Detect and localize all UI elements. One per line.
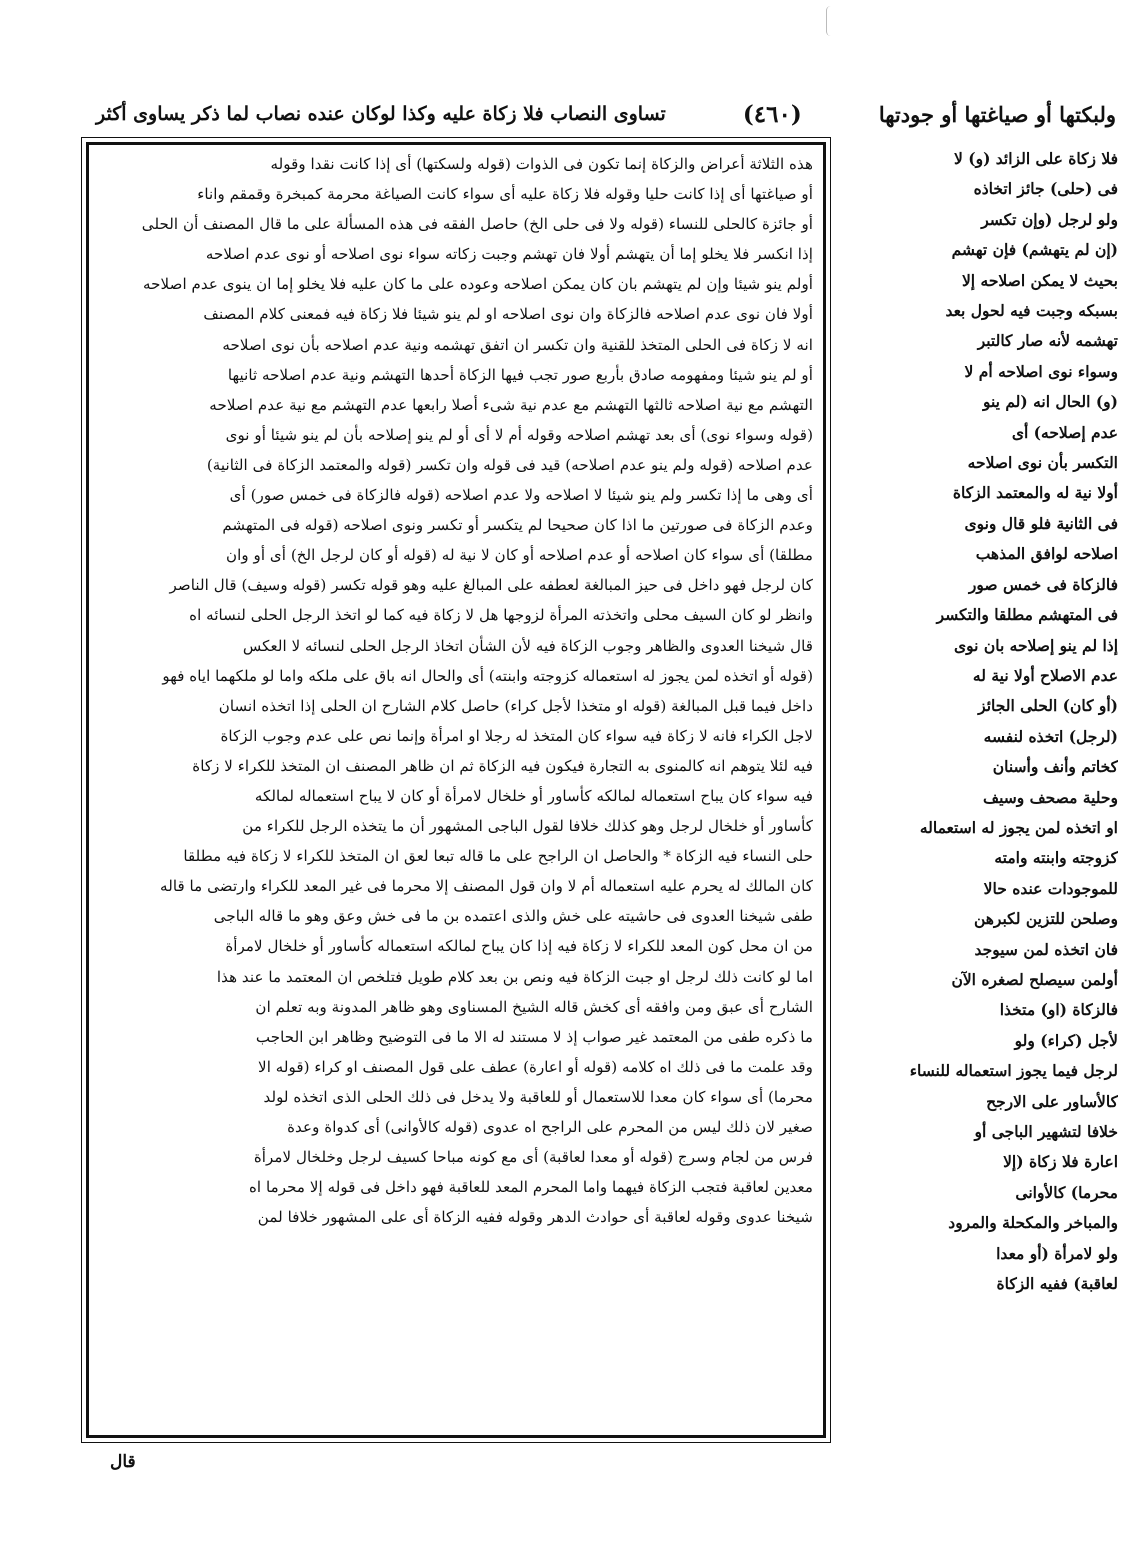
commentary-line: انه لا زكاة فى الحلى المتخذ للقنية وان تكسر ان اتفق تهشمه ونية عدم اصلاحه بأن نوى اصلاحه bbox=[222, 335, 813, 354]
main-text-line: فى (حلى) جائز اتخاذه bbox=[973, 179, 1118, 199]
main-text-column bbox=[900, 144, 1118, 1504]
page-number: (٤٦٠) bbox=[742, 100, 802, 128]
commentary-text bbox=[99, 149, 813, 1429]
commentary-line: صغير لان ذلك ليس من المحرم على الراجح اه عدوى (قوله كالأوانى) أى كدواة وعدة bbox=[287, 1118, 813, 1136]
main-text-line: (لرجل) اتخذه لنفسه bbox=[983, 726, 1118, 746]
main-text-line: بسبكه وجبت فيه لحول بعد bbox=[945, 301, 1118, 321]
commentary-line: الشارح أى عبق ومن وافقه أى كخش قاله الشيخ المسناوى وهو ظاهر المدونة وبه تعلم ان bbox=[255, 997, 813, 1016]
main-text-line: خلافا لتشهير الباجى أو bbox=[974, 1122, 1118, 1141]
commentary-line: إذا انكسر فلا يخلو إما أن يتهشم أولا فان تهشم وجبت زكاته سواء نوى اصلاحه أو نوى عدم اصلاحه bbox=[205, 245, 813, 264]
commentary-line: (قوله أو اتخذه لمن يجوز له استعماله كزوجته وابنته) أى والحال انه باق على ملكه واما لو ملكهما اياه فهو bbox=[162, 666, 813, 685]
catchword: قال bbox=[110, 1452, 136, 1472]
main-text-line: فالزكاة فى خمس صور bbox=[968, 574, 1118, 594]
commentary-line: لاجل الكراء فانه لا زكاة فيه سواء كان المتخذ له رجلا او امرأة وإنما نص على عدم وجوب الزكاة bbox=[220, 726, 813, 745]
commentary-line: ما ذكره طفى من المعتمد غير صواب إذ لا مستند له الا ما فى التوضيح وظاهر ابن الحاجب bbox=[255, 1027, 813, 1046]
commentary-line: مطلقا) أى سواء كان اصلاحه أو عدم اصلاحه أو كان لا نية له (قوله أو كان لرجل الخ) أى أو وان bbox=[225, 546, 813, 565]
main-text-line: (أو كان) الحلى الجائز bbox=[978, 696, 1118, 716]
main-text-line: أولمن سيصلح لصغره الآن bbox=[951, 969, 1118, 989]
commentary-line: وانظر لو كان السيف محلى واتخذته المرأة لزوجها هل لا زكاة فيه كما لو اتخذ الرجل الحلى لنسائه اه bbox=[189, 606, 813, 625]
main-text-line: كزوجته وابنته وامته bbox=[994, 848, 1118, 868]
main-text-line: بحيث لا يمكن اصلاحه إلا bbox=[961, 270, 1118, 290]
main-text-line: لعاقبة) ففيه الزكاة bbox=[996, 1274, 1118, 1294]
commentary-line: طفى شيخنا العدوى فى حاشيته على خش والذى اعتمده بن ما فى خش وعق وهو ما قاله الباجى bbox=[213, 907, 813, 926]
main-text-line: محرما) كالأوانى bbox=[1015, 1182, 1118, 1202]
commentary-line: كان لرجل فهو داخل فى حيز المبالغة لعطفه على المبالغ عليه وهو قوله تكسر (قوله وسيف) قال الناصر bbox=[169, 576, 813, 595]
main-text-line: ولو لرجل (وإن تكسر bbox=[981, 209, 1118, 229]
header-running-text-left: تساوى النصاب فلا زكاة عليه وكذا لوكان عنده نصاب لما ذكر يساوى أكثر bbox=[96, 103, 666, 125]
main-text-line: تهشمه لأنه صار كالتبر bbox=[977, 331, 1118, 351]
commentary-line: من ان محل كون المعد للكراء لا زكاة فيه إذا كان يباح لمالكه استعماله كأساور أو خلخال لامرأة bbox=[225, 937, 813, 956]
main-text-line: وصلحن للتزين لكبرهن bbox=[973, 909, 1118, 929]
main-text-line: كخاتم وأنف وأسنان bbox=[992, 757, 1118, 777]
main-text-line: فى المتهشم مطلقا والتكسر bbox=[936, 605, 1118, 625]
main-text-line: إذا لم ينو إصلاحه بان نوى bbox=[953, 635, 1118, 655]
main-text-line: فالزكاة (او) متخذا bbox=[999, 1000, 1118, 1020]
commentary-line: كأساور أو خلخال لرجل وهو كذلك خلافا لقول الباجى المشهور أن ما يتخذه الرجل للكراء من bbox=[242, 817, 813, 836]
commentary-line: هذه الثلاثة أعراض والزكاة إنما تكون فى الذوات (قوله ولسكتها) أى إذا كانت نقدا وقوله bbox=[270, 155, 813, 173]
main-text-line: لأجل (كراء) ولو bbox=[1014, 1030, 1118, 1050]
main-text-line: او اتخذه لمن يجوز له استعماله bbox=[919, 817, 1118, 837]
commentary-line: التهشم مع نية اصلاحه ثالثها التهشم مع عدم نية شىء أصلا رابعها عدم التهشم مع نية عدم اصلاحه bbox=[209, 395, 813, 414]
page-header bbox=[96, 92, 1116, 136]
commentary-line: وقد علمت ما فى ذلك اه كلامه (قوله أو اعارة) عطف على قول المصنف او كراء (قوله الا bbox=[258, 1057, 813, 1076]
main-text-line: اصلاحه لوافق المذهب bbox=[975, 544, 1118, 564]
main-text-line: اعارة فلا زكاة (إلا bbox=[1003, 1152, 1118, 1172]
commentary-line: أولا فان نوى عدم اصلاحه فالزكاة وان نوى اصلاحه او لم ينو شيئا فلا زكاة فيه فمعنى كلام المصنف bbox=[203, 305, 813, 324]
commentary-line: وعدم الزكاة فى صورتين ما اذا كان صحيحا لم يتكسر أو تكسر ونوى اصلاحه (قوله فى المتهشم bbox=[222, 516, 813, 535]
main-text-line: كالأساور على الارجح bbox=[986, 1091, 1118, 1111]
commentary-line: فرس من لجام وسرج (قوله أو معدا لعاقبة) أى مع كونه مباحا كسيف لرجل وخلخال لامرأة bbox=[253, 1148, 813, 1167]
main-text-line: التكسر بأن نوى اصلاحه bbox=[967, 453, 1118, 473]
commentary-line: أولم ينو شيئا وإن لم يتهشم بان كان يمكن اصلاحه وعوده على ما كان عليه فلا يخلو إما ان ينوى عدم اصلاحه bbox=[142, 275, 813, 294]
commentary-line: كان المالك له يحرم عليه استعماله أم لا وان قول المصنف إلا محرما فى غير المعد للكراء وارتضى ما قاله bbox=[160, 877, 813, 896]
margin-mark bbox=[826, 6, 835, 36]
commentary-line: قال شيخنا العدوى والظاهر وجوب الزكاة فيه لأن الشأن اتخاذ الرجل الحلى لنسائه لا العكس bbox=[242, 636, 813, 655]
commentary-line: أو لم ينو شيئا ومفهومه صادق بأربع صور تجب فيها الزكاة أحدها التهشم ونية عدم اصلاحه ثانيها bbox=[227, 365, 813, 384]
commentary-line: حلى النساء فيه الزكاة * والحاصل ان الراجح على ما قاله تبعا لعق ان المتخذ للكراء لا زكاة فيه مطلقا bbox=[183, 847, 813, 866]
main-text-line: (إن لم يتهشم) فإن تهشم bbox=[951, 240, 1118, 260]
commentary-line: (قوله وسواء نوى) أى بعد تهشم اصلاحه وقوله أم لا أى أو لم ينو إصلاحه بأن لم ينو شيئا أو نوى bbox=[225, 425, 813, 444]
main-text-line: عدم إصلاحه) أى bbox=[1011, 422, 1118, 442]
commentary-line: أى وهى ما إذا تكسر ولم ينو شيئا لا اصلاحه ولا عدم اصلاحه (قوله فالزكاة فى خمس صور) أى bbox=[229, 486, 813, 505]
main-text-line: عدم الاصلاح أولا نية له bbox=[972, 665, 1118, 685]
commentary-line: عدم اصلاحه (قوله ولم ينو عدم اصلاحه) قيد فى قوله وان تكسر (قوله والمعتمد الزكاة فى الثانية) bbox=[206, 455, 813, 474]
main-text-line: والمباخر والمكحلة والمرود bbox=[948, 1213, 1118, 1233]
main-text-line: فى الثانية فلو قال ونوى bbox=[964, 513, 1118, 533]
main-text-line: أولا نية له والمعتمد الزكاة bbox=[952, 483, 1118, 503]
commentary-line: محرما) أى سواء كان معدا للاستعمال أو للعاقبة ولا يدخل فى ذلك الحلى الذى اتخذه لولد bbox=[263, 1087, 813, 1106]
main-text-line: للموجودات عنده حالا bbox=[983, 878, 1118, 898]
commentary-line: أو جائزة كالحلى للنساء (قوله ولا فى حلى الخ) حاصل الفقه فى هذه المسألة على ما قال المصنف أن الحلى bbox=[141, 215, 813, 234]
commentary-line: أو صياغتها أى إذا كانت حليا وقوله فلا زكاة عليه أى سواء كانت الصياغة محرمة كمبخرة وقمقم واناء bbox=[197, 185, 813, 204]
main-text-line: ولو لامرأة (أو معدا bbox=[996, 1243, 1118, 1263]
main-text-line: فلا زكاة على الزائد (و) لا bbox=[954, 149, 1118, 168]
commentary-line: اما لو كانت ذلك لرجل او جبت الزكاة فيه ونص بن بعد كلام طويل فتلخص ان المعتمد ما عند هذا bbox=[216, 967, 813, 986]
main-text-line: (و) الحال انه (لم ينو bbox=[982, 392, 1118, 412]
commentary-line: شيخنا عدوى وقوله لعاقبة أى حوادث الدهر وقوله ففيه الزكاة أى على المشهور خلافا لمن bbox=[257, 1208, 813, 1227]
header-running-text-right: ولبكتها أو صياغتها أو جودتها bbox=[878, 101, 1116, 127]
commentary-box bbox=[86, 142, 826, 1438]
main-text-line: وحلية مصحف وسيف bbox=[983, 787, 1118, 807]
commentary-line: داخل فيما قبل المبالغة (قوله او متخذا لأجل كراء) حاصل كلام الشارح ان الحلى إذا اتخذه انسان bbox=[218, 696, 813, 715]
commentary-line: معدين لعاقبة فتجب الزكاة فيهما واما المحرم المعد للعاقبة فهو داخل فى قوله إلا محرما اه bbox=[248, 1178, 813, 1197]
commentary-line: فيه لئلا يتوهم انه كالمنوى به التجارة فيكون فيه الزكاة ثم ان ظاهر المصنف ان المتخذ للكراء لا زكاة bbox=[192, 756, 813, 775]
main-text-line: لرجل فيما يجوز استعماله للنساء bbox=[909, 1061, 1118, 1081]
main-text-line: فان اتخذه لمن سيوجد bbox=[974, 939, 1118, 959]
main-text-line: وسواء نوى اصلاحه أم لا bbox=[964, 361, 1118, 381]
commentary-line: فيه سواء كان يباح استعماله لمالكه كأساور أو خلخال لامرأة أو كان لا يباح استعماله لمالكه bbox=[254, 786, 813, 805]
